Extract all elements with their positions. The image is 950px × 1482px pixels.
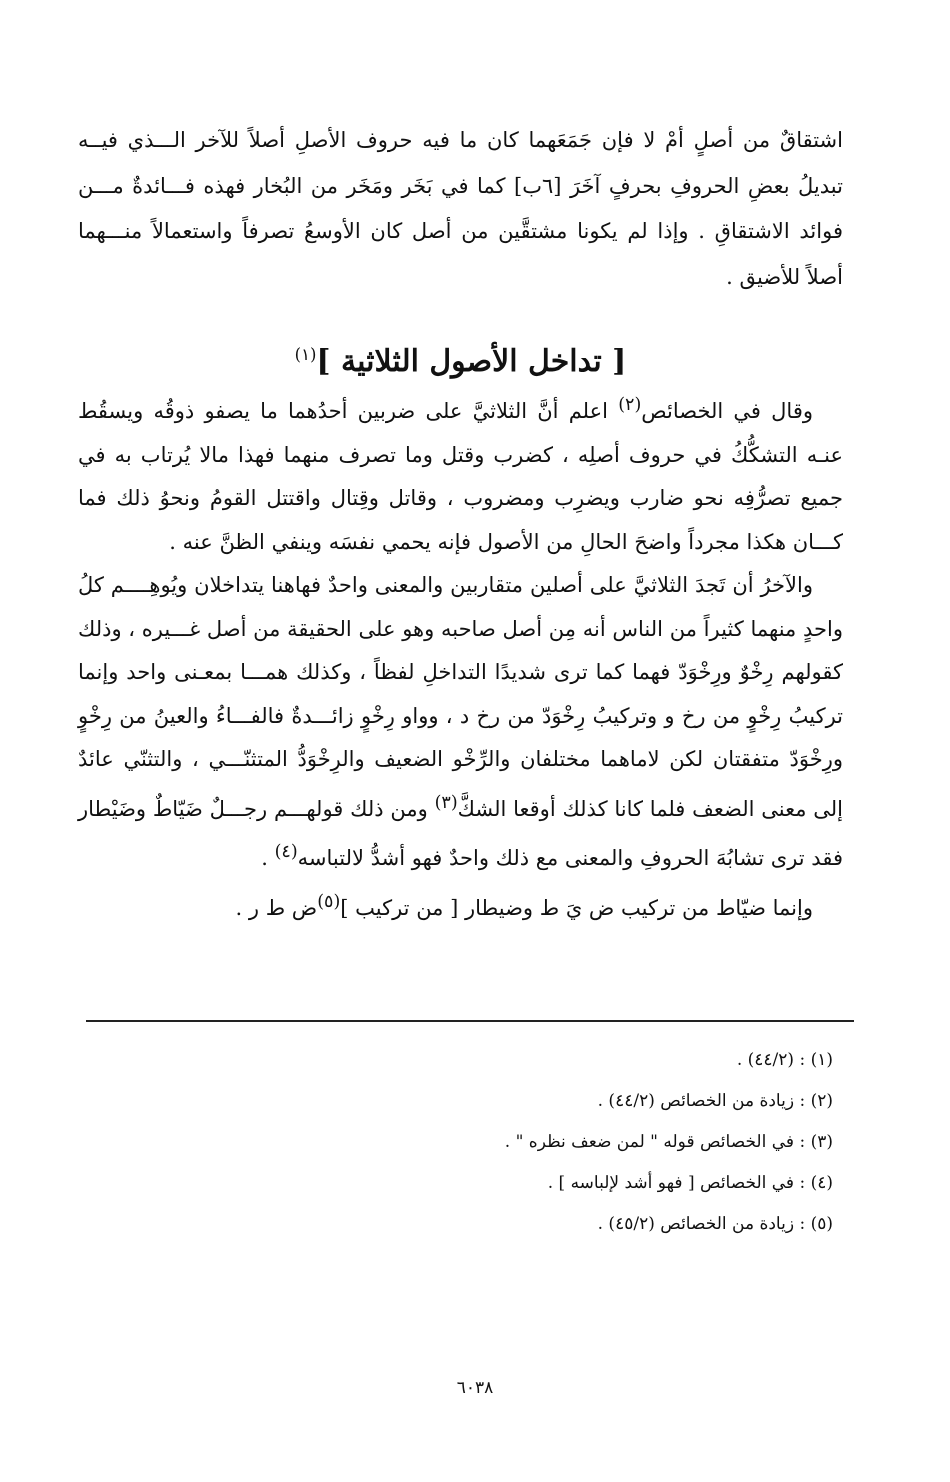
paragraph-1-start: وقال في الخصائص (641, 399, 814, 423)
section-body (78, 384, 843, 930)
paragraph-1-rest: اعلم أنَّ الثلاثيَّ على ضربين أحدُهما ما يصفو ذوقُه ويسقُط عنـه التشكُّكُ في حروف أصلِه ، كضرب وقتل وما تصرف منهما فهذا مالا يُرتاب به في جميع تصرُّفِه نحو ضارب ويضرِب ومضروب ، وقاتل وقِتال واقتتل القومُ ونحوُ ذلك فما كـــان هكذا مجرداً واضحَ الحالِ من الأصول فإنه يحمي نفسَه وينفي الظنَّ عنه . (78, 399, 843, 554)
footnote-separator (86, 1020, 854, 1022)
page-number: ٦٠٣٨ (456, 1378, 494, 1398)
paragraph-2-middle: ومن ذلك قولهـــم رجـــلٌ ضَيّاطٌ وضَيْطار فقد ترى تشابُهَ الحروفِ والمعنى مع ذلك واحدٌ فهو أشدُّ لالتباسه (78, 796, 843, 870)
footnote-ref-2: (٢) (618, 395, 642, 415)
footnote-5: (٥) : زيادة من الخصائص (٤٥/٢) . (597, 1214, 833, 1234)
heading-text: [ تداخل الأصول الثلاثية ] (316, 344, 627, 379)
paragraph-3 (78, 881, 843, 931)
footnote-2: (٢) : زيادة من الخصائص (٤٤/٢) . (597, 1091, 833, 1111)
footnote-ref-4: (٤) (274, 842, 298, 862)
footnote-1: (١) : (٤٤/٢) . (736, 1050, 833, 1070)
footnote-4: (٤) : في الخصائص [ فهو أشد لإلباسه ] . (547, 1173, 833, 1193)
paragraph-3-start: وإنما ضيّاط من تركيب ض يَ ط وضيطار [ من تركيب ] (340, 895, 813, 920)
section-heading (78, 330, 843, 387)
footnote-ref-3: (٣) (434, 792, 458, 813)
paragraph-1 (78, 384, 843, 564)
footnotes (78, 1040, 853, 1245)
paragraph-3-rest: ض ط ر . (235, 895, 318, 920)
paragraph-2 (78, 564, 843, 881)
paragraph-2-end: . (261, 846, 275, 870)
paragraph-2-start: والآخرُ أن تَجدَ الثلاثيَّ على أصلين متقاربين والمعنى واحدٌ فهاهنا يتداخلان ويُوهِــــم كلُ واحدٍ منهما كثيراً من الناس أنه مِن أصل صاحبه وهو على الحقيقة من أصل غـــيره ، وذلك كقولهم رِخْوٌ ورِخْوَدّ فهما كما ترى شديدًا التداخلِ لفظاً ، وكذلك همـــا بمعـنى واحد وإنما تركيبُ رِخْوٍ من رخ و وتركيبُ رِخْوَدّ من رخ د ، وواو رِخْوٍ زائـــدةٌ فالفـــاءُ والعينُ من رِخْوٍ ورِخْوَدّ متفقتان لكن لاماهما مختلفان والرِّخْو الضعيف والرِخْوَدُّ المتثنّـــي ، والتثنّي عائدٌ إلى معنى الضعف فلما كانا كذلك أوقعا الشكَّ (78, 573, 843, 821)
footnote-ref-5: (٥) (317, 891, 341, 912)
footnote-3: (٣) : في الخصائص قوله " لمن ضعف نظره " . (504, 1132, 833, 1152)
top-paragraph (78, 118, 843, 300)
heading-footnote-ref: (١) (294, 345, 317, 364)
paragraph-continuation: اشتقاقٌ من أصلٍ أمْ لا فإن جَمَعَهما كان ما فيه حروف الأصلِ أصلاً للآخر الـــذي فيــه تبديلُ بعضِ الحروفِ بحرفٍ آخَرَ [٦ب] كما في بَخَر ومَخَر من البُخار فهذه فـــائدةٌ مـــن فوائد الاشتقاقِ . وإذا لم يكونا مشتقَّين من أصل كان الأوسعُ تصرفاً واستعمالاً منـــهما أصلاً للأضيق . (78, 128, 843, 289)
